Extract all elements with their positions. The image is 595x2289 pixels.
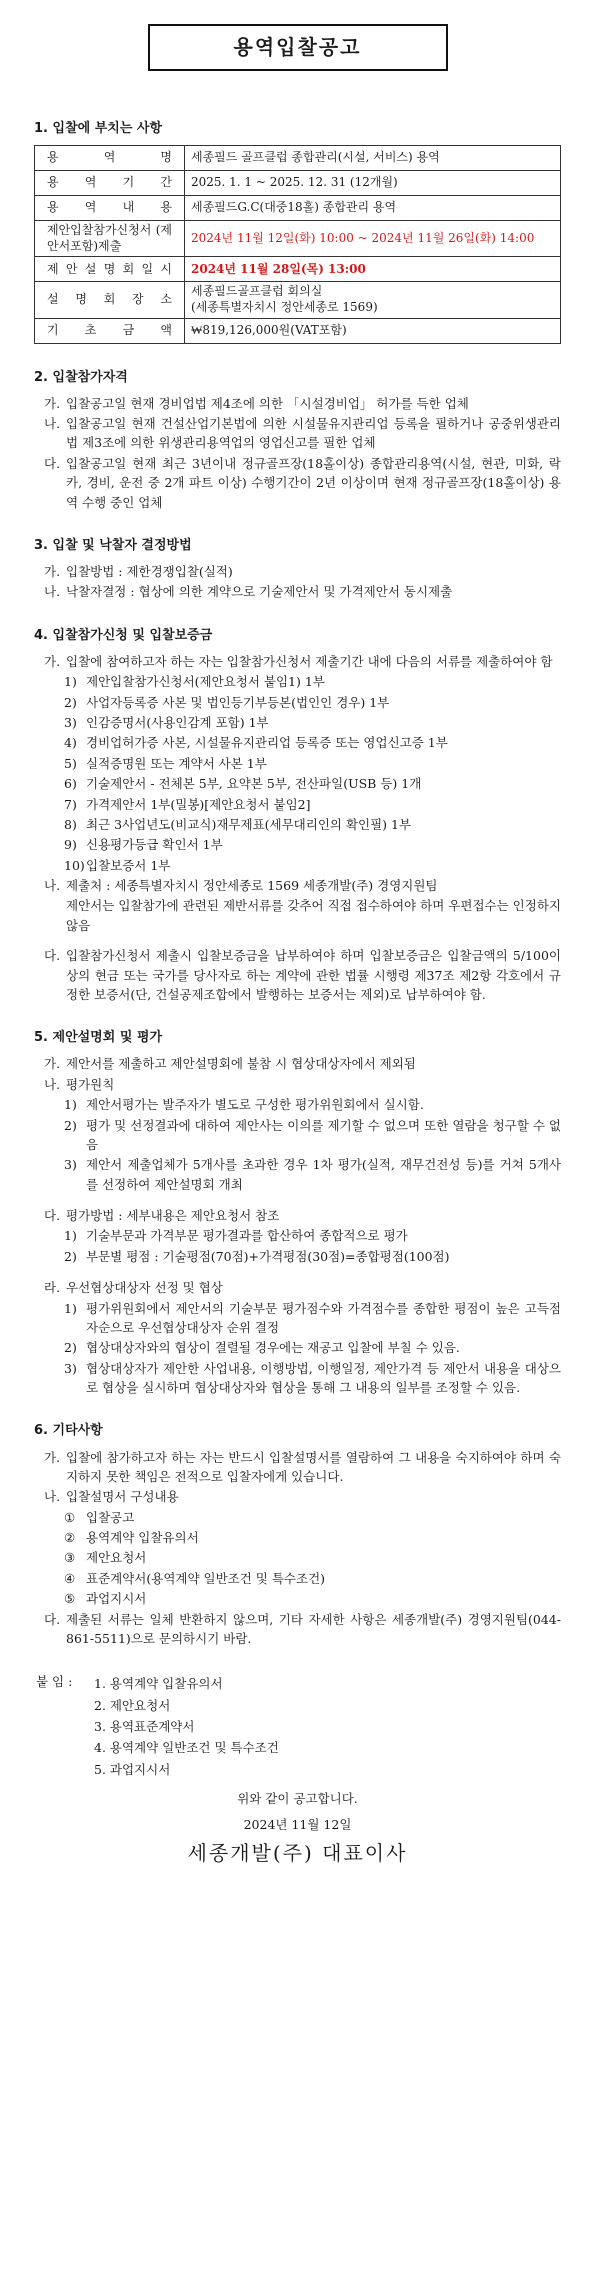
sub-text: 제안서평가는 발주자가 별도로 구성한 평가위원회에서 실시함.	[86, 1097, 424, 1113]
sub-item	[34, 733, 561, 752]
attachment-item: 1. 용역계약 입찰유의서	[94, 1676, 223, 1692]
item-text: 입찰에 참가하고자 하는 자는 반드시 입찰설명서를 열람하여 그 내용을 숙지하여야 하며 숙지하지 못한 책임은 전적으로 입찰자에게 있습니다.	[66, 1449, 561, 1484]
sub-marker: 8)	[64, 816, 77, 832]
sub-marker: ⑤	[64, 1591, 76, 1607]
closing-statement: 위와 같이 공고합니다.	[237, 1791, 358, 1807]
section-heading: 1. 입찰에 부치는 사항	[34, 121, 163, 136]
sub-text: 입찰보증서 1부	[86, 857, 171, 873]
sub-item	[34, 754, 561, 773]
sub-marker: 9)	[64, 837, 77, 853]
sub-text: 입찰공고	[86, 1509, 135, 1525]
item-marker: 다.	[44, 1208, 61, 1224]
sub-text: 평가위원회에서 제안서의 기술부문 평가점수와 가격점수를 종합한 평점이 높은 고득점자순으로 우선협상대상자 순위 결정	[86, 1300, 561, 1335]
sub-marker: 1)	[64, 674, 77, 690]
sub-item	[34, 1508, 561, 1527]
attachment-item: 3. 용역표준계약서	[94, 1719, 195, 1735]
sub-marker: 3)	[64, 715, 77, 731]
sub-text: 용역계약 입찰유의서	[86, 1530, 199, 1546]
sub-item	[34, 1155, 561, 1194]
row-key: 제 안 설 명 회 일 시	[35, 257, 185, 282]
row-key: 용 역 명	[35, 146, 185, 171]
sub-item	[34, 1299, 561, 1338]
item-marker: 가.	[44, 1449, 61, 1465]
attachment-item: 5. 과업지시서	[94, 1761, 171, 1777]
table-row	[35, 257, 561, 282]
item-marker: 다.	[44, 1611, 61, 1627]
sub-text: 인감증명서(사용인감계 포함) 1부	[86, 715, 269, 731]
item-text: 평가방법 : 세부내용은 제안요청서 참조	[66, 1208, 280, 1224]
item-marker: 다.	[44, 948, 61, 964]
list-item	[34, 946, 561, 1004]
sub-text: 기술부문과 가격부문 평가결과를 합산하여 종합적으로 평가	[86, 1228, 408, 1244]
sub-text: 과업지시서	[86, 1591, 147, 1607]
sub-item	[34, 774, 561, 793]
list-item	[34, 1278, 561, 1297]
list-item	[34, 652, 561, 671]
attachment-item: 4. 용역계약 일반조건 및 특수조건	[94, 1740, 279, 1756]
item-marker: 나.	[44, 416, 61, 432]
item-text: 제출처 : 세종특별자치시 정안세종로 1569 세종개발(주) 경영지원팀	[66, 878, 438, 894]
section-heading: 4. 입찰참가신청 및 입찰보증금	[34, 627, 213, 643]
list-item	[34, 1054, 561, 1073]
sub-text: 제안요청서	[86, 1550, 147, 1566]
table-row	[35, 318, 561, 343]
sub-item	[34, 835, 561, 854]
sub-marker: ②	[64, 1530, 76, 1546]
item-marker: 가.	[44, 1056, 61, 1072]
sub-text: 사업자등록증 사본 및 법인등기부등본(법인인 경우) 1부	[86, 694, 390, 710]
item-marker: 라.	[44, 1280, 61, 1296]
section-evaluation	[34, 1028, 561, 1397]
sub-text: 부문별 평점 : 기술평점(70점)+가격평점(30점)=종합평점(100점)	[86, 1248, 450, 1264]
sub-item	[34, 1528, 561, 1547]
sub-item	[34, 795, 561, 814]
attachments-label: 붙 임 :	[36, 1674, 73, 1690]
sub-item	[34, 856, 561, 875]
sub-item	[34, 1569, 561, 1588]
table-row	[35, 196, 561, 221]
venue-name: 세종필드골프클럽 회의실	[191, 284, 323, 299]
item-marker: 나.	[44, 1489, 61, 1505]
item-marker: 가.	[44, 395, 61, 411]
sub-text: 평가 및 선정결과에 대하여 제안사는 이의를 제기할 수 없으며 또한 열람을 청구할 수 없음	[86, 1117, 561, 1152]
sub-text: 제안입찰참가신청서(제안요청서 붙임1) 1부	[86, 674, 325, 690]
sub-item	[34, 1589, 561, 1608]
item-text: 제출된 서류는 일체 반환하지 않으며, 기타 자세한 사항은 세종개발(주) 경영지원팀(044-861-5511)으로 문의하시기 바람.	[66, 1611, 561, 1646]
sub-item	[34, 1116, 561, 1155]
attachment-item: 2. 제안요청서	[94, 1697, 171, 1713]
item-text: 평가원칙	[66, 1076, 115, 1092]
sub-text: 제안서 제출업체가 5개사를 초과한 경우 1차 평가(실적, 재무건전성 등)를 거쳐 5개사를 선정하여 제안설명회 개최	[86, 1157, 561, 1192]
sub-item	[34, 1548, 561, 1567]
attachments-list	[94, 1672, 279, 1781]
item-text: 입찰방법 : 제한경쟁입찰(실적)	[66, 564, 233, 580]
row-value: ₩819,126,000원(VAT포함)	[185, 318, 561, 343]
sub-item	[34, 815, 561, 834]
sub-item	[34, 1359, 561, 1398]
row-value: 2024년 11월 28일(목) 13:00	[185, 257, 561, 282]
sub-text: 최근 3사업년도(비교식)재무제표(세무대리인의 확인필) 1부	[86, 816, 412, 832]
row-key: 제안입찰참가신청서 (제안서포함)제출	[35, 221, 185, 257]
sub-text: 표준계약서(용역계약 일반조건 및 특수조건)	[86, 1570, 326, 1586]
table-row	[35, 146, 561, 171]
section-heading: 3. 입찰 및 낙찰자 결정방법	[34, 537, 192, 553]
notice-date: 2024년 11월 12일	[243, 1816, 352, 1832]
bid-info-table	[34, 145, 561, 343]
table-row	[35, 221, 561, 257]
sub-marker: 6)	[64, 776, 77, 792]
sub-marker: 4)	[64, 735, 77, 751]
section-heading: 5. 제안설명회 및 평가	[34, 1030, 163, 1046]
document-title: 용역입찰공고	[148, 24, 448, 71]
sub-marker: 2)	[64, 1117, 77, 1133]
row-value: 세종필드G.C(대중18홀) 종합관리 용역	[185, 196, 561, 221]
row-key: 설 명 회 장 소	[35, 282, 185, 318]
list-item	[34, 876, 561, 895]
list-item	[34, 1075, 561, 1094]
item-marker: 다.	[44, 455, 61, 471]
item-marker: 가.	[44, 564, 61, 580]
sub-item	[34, 713, 561, 732]
table-row	[35, 171, 561, 196]
sub-marker: ③	[64, 1550, 76, 1566]
sub-marker: 3)	[64, 1360, 77, 1376]
sub-marker: 7)	[64, 796, 77, 812]
item-marker: 가.	[44, 653, 61, 669]
item-marker: 나.	[44, 878, 61, 894]
venue-address: (세종특별자치시 정안세종로 1569)	[191, 299, 378, 314]
sub-marker: 2)	[64, 694, 77, 710]
row-value: 세종필드 골프클럽 종합관리(시설, 서비스) 용역	[185, 146, 561, 171]
sub-marker: 2)	[64, 1340, 77, 1356]
row-key: 용 역 내 용	[35, 196, 185, 221]
sub-text: 신용평가등급 확인서 1부	[86, 837, 223, 853]
section-heading: 2. 입찰참가자격	[34, 369, 128, 385]
sub-text: 경비업허가증 사본, 시설물유지관리업 등록증 또는 영업신고증 1부	[86, 735, 448, 751]
row-value	[185, 282, 561, 318]
list-item	[34, 1448, 561, 1487]
item-marker: 나.	[44, 1076, 61, 1092]
section-application	[34, 626, 561, 1005]
sub-marker: 3)	[64, 1157, 77, 1173]
sub-text: 기술제안서 - 전체본 5부, 요약본 5부, 전산파일(USB 등) 1개	[86, 776, 422, 792]
item-marker: 나.	[44, 584, 61, 600]
item-text: 입찰참가신청서 제출시 입찰보증금을 납부하여야 하며 입찰보증금은 입찰금액의 5/100이상의 현금 또는 국가를 당사자로 하는 계약에 관한 법률 시행령 제37조 제2항 각호에서 규정한 보증서(단, 건설공제조합에서 발행하는 보증서는 제외)로 납부하여야 함.	[66, 948, 561, 1002]
item-continuation: 제안서는 입찰참가에 관련된 제반서류를 갖추어 직접 접수하여야 하며 우편접수는 인정하지 않음	[66, 898, 561, 933]
sub-marker: 2)	[64, 1248, 77, 1264]
section-bid-items	[34, 119, 561, 344]
table-row	[35, 282, 561, 318]
item-text: 낙찰자결정 : 협상에 의한 계약으로 기술제안서 및 가격제안서 동시제출	[66, 584, 453, 600]
list-item	[34, 1206, 561, 1225]
item-text: 입찰공고일 현재 건설산업기본법에 의한 시설물유지관리업 등록을 필하거나 공중위생관리법 제3조에 의한 위생관리용역업의 영업신고를 필한 업체	[66, 416, 561, 451]
sub-text: 협상대상자와의 협상이 결렬될 경우에는 재공고 입찰에 부칠 수 있음.	[86, 1340, 460, 1356]
section-bid-method	[34, 536, 561, 602]
sub-item	[34, 693, 561, 712]
sub-text: 가격제안서 1부(밀봉)[제안요청서 붙임2]	[86, 796, 311, 812]
list-item	[34, 1487, 561, 1506]
item-text: 우선협상대상자 선정 및 협상	[66, 1280, 223, 1296]
section-qualification	[34, 368, 561, 512]
list-item	[34, 394, 561, 413]
sub-item	[34, 672, 561, 691]
sub-marker: 1)	[64, 1300, 77, 1316]
row-value: 2024년 11월 12일(화) 10:00 ~ 2024년 11월 26일(화) 14:00	[185, 221, 561, 257]
sub-item	[34, 1338, 561, 1357]
list-item	[34, 582, 561, 601]
row-key: 기 초 금 액	[35, 318, 185, 343]
sub-marker: ①	[64, 1509, 76, 1525]
list-item	[34, 562, 561, 581]
sub-marker: ④	[64, 1570, 76, 1586]
sub-text: 실적증명원 또는 계약서 사본 1부	[86, 755, 267, 771]
sub-marker: 10)	[64, 857, 85, 873]
item-text: 입찰에 참여하고자 하는 자는 입찰참가신청서 제출기간 내에 다음의 서류를 제출하여야 함	[66, 653, 553, 669]
signature: 세종개발(주) 대표이사	[187, 1840, 408, 1865]
list-item	[34, 1610, 561, 1649]
sub-marker: 1)	[64, 1097, 77, 1113]
item-text: 입찰설명서 구성내용	[66, 1489, 179, 1505]
row-value: 2025. 1. 1 ~ 2025. 12. 31 (12개월)	[185, 171, 561, 196]
section-heading: 6. 기타사항	[34, 1423, 103, 1439]
sub-marker: 1)	[64, 1228, 77, 1244]
sub-item	[34, 1095, 561, 1114]
row-key: 용 역 기 간	[35, 171, 185, 196]
sub-text: 협상대상자가 제안한 사업내용, 이행방법, 이행일정, 제안가격 등 제안서 내용을 대상으로 협상을 실시하며 협상대상자와 협상을 통해 그 내용의 일부를 조정할 수 있음.	[86, 1360, 561, 1396]
item-text: 제안서를 제출하고 제안설명회에 불참 시 협상대상자에서 제외됨	[66, 1056, 416, 1072]
sub-marker: 5)	[64, 755, 77, 771]
attachments	[34, 1672, 561, 1781]
section-misc	[34, 1421, 561, 1648]
item-text: 입찰공고일 현재 최근 3년이내 정규골프장(18홀이상) 종합관리용역(시설, 현관, 미화, 락카, 경비, 운전 중 2개 파트 이상) 수행기간이 2년 이상이며 현재 정규골프장(18홀이상) 용역 수행 중인 업체	[66, 455, 561, 510]
sub-item	[34, 1226, 561, 1245]
list-item	[34, 454, 561, 512]
list-item	[34, 414, 561, 453]
sub-item	[34, 1247, 561, 1266]
item-text: 입찰공고일 현재 경비업법 제4조에 의한 「시설경비업」 허가를 득한 업체	[66, 395, 469, 411]
